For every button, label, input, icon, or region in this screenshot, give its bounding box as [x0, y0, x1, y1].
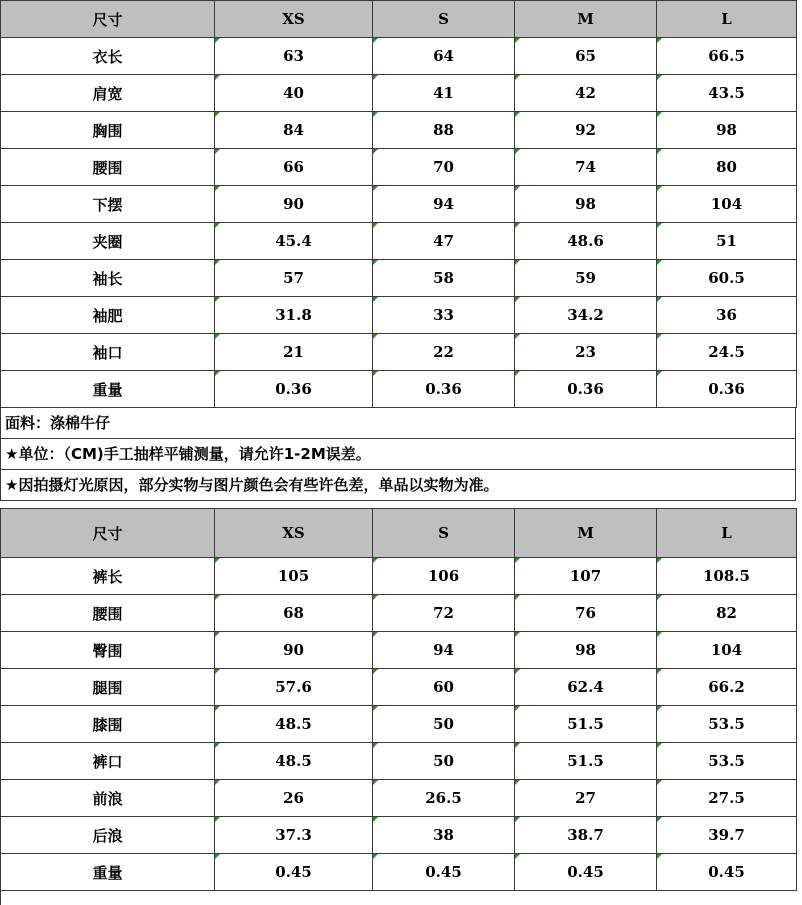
table-cell: 22: [373, 334, 515, 371]
table-cell: 0.45: [373, 854, 515, 891]
table-row: [1, 186, 797, 223]
table-cell: 41: [373, 75, 515, 112]
row-label: 夹圈: [1, 223, 215, 260]
table-cell: 60: [373, 669, 515, 706]
table-cell: 58: [373, 260, 515, 297]
table-cell: 80: [657, 149, 797, 186]
row-label: 下摆: [1, 186, 215, 223]
table-cell: 21: [215, 334, 373, 371]
table-row: [1, 558, 797, 595]
table-cell: 108.5: [657, 558, 797, 595]
table-cell: 27: [515, 780, 657, 817]
table-cell: 53.5: [657, 706, 797, 743]
table-cell: 51.5: [515, 706, 657, 743]
table-row: [1, 632, 797, 669]
table-cell: 57: [215, 260, 373, 297]
header-row: [1, 509, 797, 558]
table-cell: 74: [515, 149, 657, 186]
row-label: 后浪: [1, 817, 215, 854]
table-cell: 23: [515, 334, 657, 371]
table-row: [1, 743, 797, 780]
table-cell: 0.36: [215, 371, 373, 408]
table-row: [1, 334, 797, 371]
table-cell: 0.45: [515, 854, 657, 891]
header-size: 尺寸: [1, 1, 215, 38]
row-label: 前浪: [1, 780, 215, 817]
table-cell: 0.36: [657, 371, 797, 408]
table-cell: 27.5: [657, 780, 797, 817]
row-label: 裤长: [1, 558, 215, 595]
fabric-note: 面料：涤棉牛仔: [0, 408, 796, 439]
header-xs: XS: [215, 509, 373, 558]
table-cell: 104: [657, 186, 797, 223]
table-cell: 0.36: [515, 371, 657, 408]
table-cell: 50: [373, 743, 515, 780]
table-cell: 47: [373, 223, 515, 260]
table-cell: 66.2: [657, 669, 797, 706]
row-label: 腿围: [1, 669, 215, 706]
table-row: [1, 371, 797, 408]
table-row: [1, 669, 797, 706]
top-size-table: [0, 0, 797, 408]
header-s: S: [373, 509, 515, 558]
table-cell: 98: [515, 632, 657, 669]
table-cell: 90: [215, 186, 373, 223]
bottom-size-chart: [0, 508, 796, 905]
table-cell: 39.7: [657, 817, 797, 854]
table-cell: 105: [215, 558, 373, 595]
row-label: 膝围: [1, 706, 215, 743]
table-cell: 45.4: [215, 223, 373, 260]
table-cell: 107: [515, 558, 657, 595]
table-row: [1, 75, 797, 112]
table-cell: 76: [515, 595, 657, 632]
table-cell: 88: [373, 112, 515, 149]
table-cell: 84: [215, 112, 373, 149]
table-cell: 57.6: [215, 669, 373, 706]
table-row: [1, 854, 797, 891]
table-cell: 38: [373, 817, 515, 854]
table-cell: 43.5: [657, 75, 797, 112]
table-row: [1, 706, 797, 743]
table-row: [1, 149, 797, 186]
trailing-space: [0, 891, 796, 905]
table-cell: 64: [373, 38, 515, 75]
table-cell: 90: [215, 632, 373, 669]
table-cell: 38.7: [515, 817, 657, 854]
table-row: [1, 297, 797, 334]
row-label: 肩宽: [1, 75, 215, 112]
table-cell: 94: [373, 186, 515, 223]
table-cell: 82: [657, 595, 797, 632]
row-label: 裤口: [1, 743, 215, 780]
table-cell: 31.8: [215, 297, 373, 334]
table-row: [1, 112, 797, 149]
table-cell: 104: [657, 632, 797, 669]
table-cell: 48.5: [215, 706, 373, 743]
table-cell: 59: [515, 260, 657, 297]
table-row: [1, 260, 797, 297]
table-row: [1, 780, 797, 817]
table-cell: 40: [215, 75, 373, 112]
table-cell: 24.5: [657, 334, 797, 371]
table-cell: 53.5: [657, 743, 797, 780]
table-cell: 0.45: [215, 854, 373, 891]
header-m: M: [515, 1, 657, 38]
table-cell: 106: [373, 558, 515, 595]
table-cell: 51.5: [515, 743, 657, 780]
row-label: 重量: [1, 854, 215, 891]
table-cell: 66.5: [657, 38, 797, 75]
table-cell: 42: [515, 75, 657, 112]
table-cell: 62.4: [515, 669, 657, 706]
table-cell: 66: [215, 149, 373, 186]
table-cell: 34.2: [515, 297, 657, 334]
row-label: 袖长: [1, 260, 215, 297]
table-cell: 98: [515, 186, 657, 223]
row-label: 袖肥: [1, 297, 215, 334]
row-label: 袖口: [1, 334, 215, 371]
bottom-size-table: [0, 508, 797, 891]
row-label: 衣长: [1, 38, 215, 75]
header-row: [1, 1, 797, 38]
table-cell: 65: [515, 38, 657, 75]
table-cell: 37.3: [215, 817, 373, 854]
table-cell: 48.6: [515, 223, 657, 260]
table-cell: 26: [215, 780, 373, 817]
row-label: 重量: [1, 371, 215, 408]
table-cell: 94: [373, 632, 515, 669]
table-cell: 68: [215, 595, 373, 632]
table-cell: 70: [373, 149, 515, 186]
table-row: [1, 38, 797, 75]
row-label: 腰围: [1, 595, 215, 632]
table-cell: 51: [657, 223, 797, 260]
header-l: L: [657, 1, 797, 38]
table-cell: 98: [657, 112, 797, 149]
header-size: 尺寸: [1, 509, 215, 558]
row-label: 腰围: [1, 149, 215, 186]
table-cell: 0.36: [373, 371, 515, 408]
row-label: 臀围: [1, 632, 215, 669]
table-row: [1, 595, 797, 632]
table-cell: 50: [373, 706, 515, 743]
header-xs: XS: [215, 1, 373, 38]
table-cell: 26.5: [373, 780, 515, 817]
table-row: [1, 223, 797, 260]
table-cell: 60.5: [657, 260, 797, 297]
table-cell: 48.5: [215, 743, 373, 780]
header-l: L: [657, 509, 797, 558]
header-m: M: [515, 509, 657, 558]
table-row: [1, 817, 797, 854]
table-cell: 72: [373, 595, 515, 632]
table-cell: 63: [215, 38, 373, 75]
table-cell: 0.45: [657, 854, 797, 891]
header-s: S: [373, 1, 515, 38]
table-cell: 36: [657, 297, 797, 334]
row-label: 胸围: [1, 112, 215, 149]
table-cell: 33: [373, 297, 515, 334]
color-note: ★因拍摄灯光原因，部分实物与图片颜色会有些许色差，单品以实物为准。: [0, 470, 796, 501]
unit-note: ★单位：（CM)手工抽样平铺测量，请允许1-2M误差。: [0, 439, 796, 470]
table-cell: 92: [515, 112, 657, 149]
